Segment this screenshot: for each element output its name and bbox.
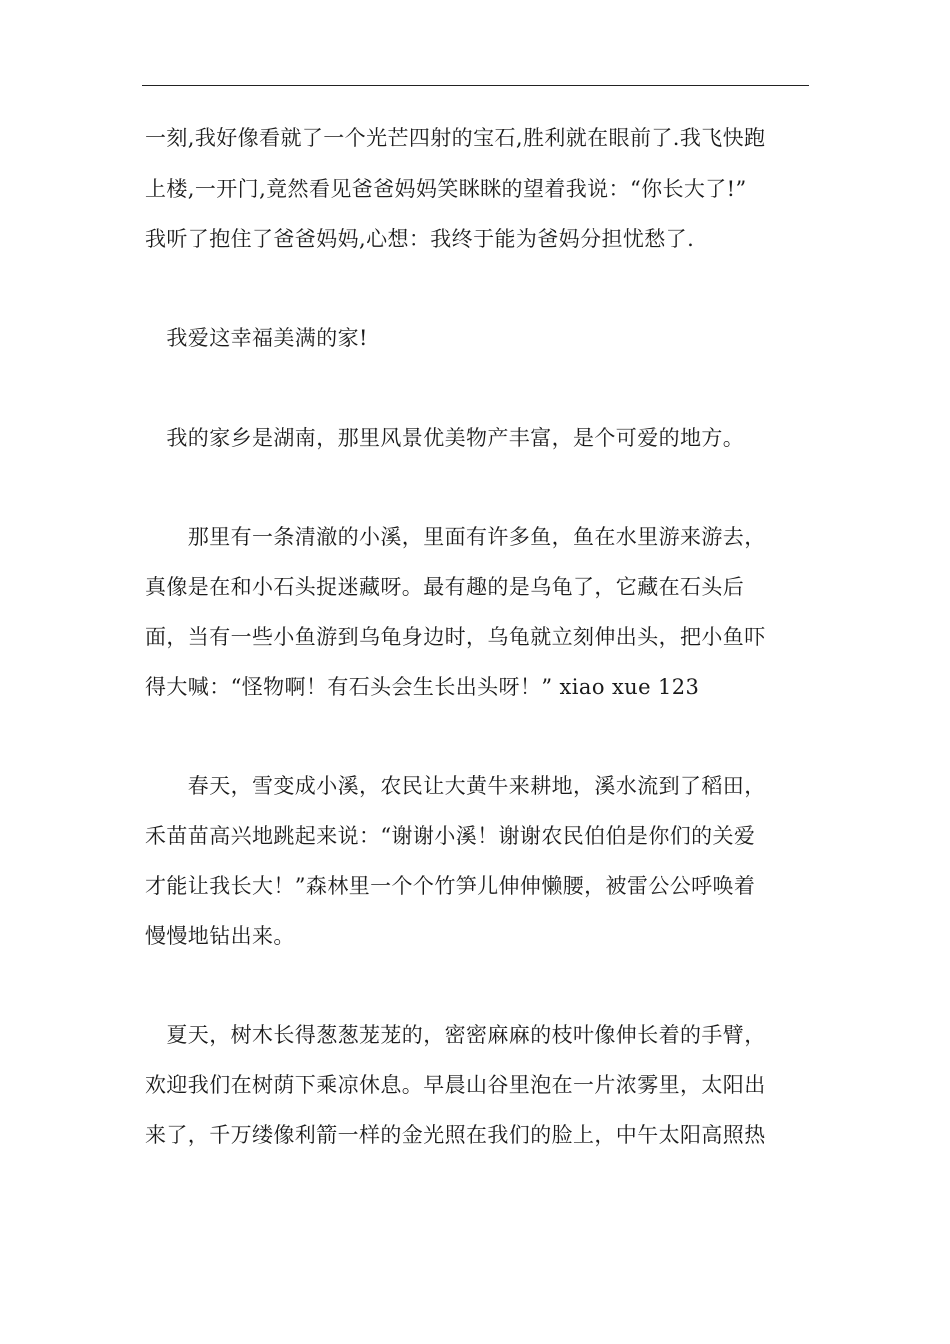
text-line: 才能让我长大！”森林里一个个竹笋儿伸伸懒腰，被雷公公呼唤着 (145, 874, 756, 898)
text-line: 欢迎我们在树荫下乘凉休息。早晨山谷里泡在一片浓雾里，太阳出 (145, 1073, 766, 1097)
text-line: 慢慢地钻出来。 (145, 924, 295, 948)
header-rule (142, 85, 809, 86)
text-line: 春天，雪变成小溪，农民让大黄牛来耕地，溪水流到了稻田， (145, 774, 766, 798)
text-line: 那里有一条清澈的小溪，里面有许多鱼，鱼在水里游来游去， (145, 525, 766, 549)
text-line: 面，当有一些小鱼游到乌龟身边时，乌龟就立刻伸出头，把小鱼吓 (145, 625, 766, 649)
text-line: 夏天，树木长得葱葱茏茏的，密密麻麻的枝叶像伸长着的手臂， (145, 1023, 766, 1047)
text-line: 得大喊：“怪物啊！有石头会生长出头呀！” xiao xue 123 (145, 675, 700, 699)
text-line: 我听了抱住了爸爸妈妈,心想：我终于能为爸妈分担忧愁了. (145, 227, 695, 251)
text-line: 我的家乡是湖南，那里风景优美物产丰富，是个可爱的地方。 (145, 426, 745, 450)
text-line: 上楼,一开门,竟然看见爸爸妈妈笑眯眯的望着我说：“你长大了!” (145, 177, 747, 201)
text-line: 我爱这幸福美满的家! (145, 326, 368, 350)
text-line: 一刻,我好像看就了一个光芒四射的宝石,胜利就在眼前了.我飞快跑 (145, 126, 766, 150)
text-line: 禾苗苗高兴地跳起来说：“谢谢小溪！谢谢农民伯伯是你们的关爱 (145, 824, 756, 848)
text-line: 来了，千万缕像利箭一样的金光照在我们的脸上，中午太阳高照热 (145, 1123, 766, 1147)
text-line: 真像是在和小石头捉迷藏呀。最有趣的是乌龟了，它藏在石头后 (145, 575, 745, 599)
